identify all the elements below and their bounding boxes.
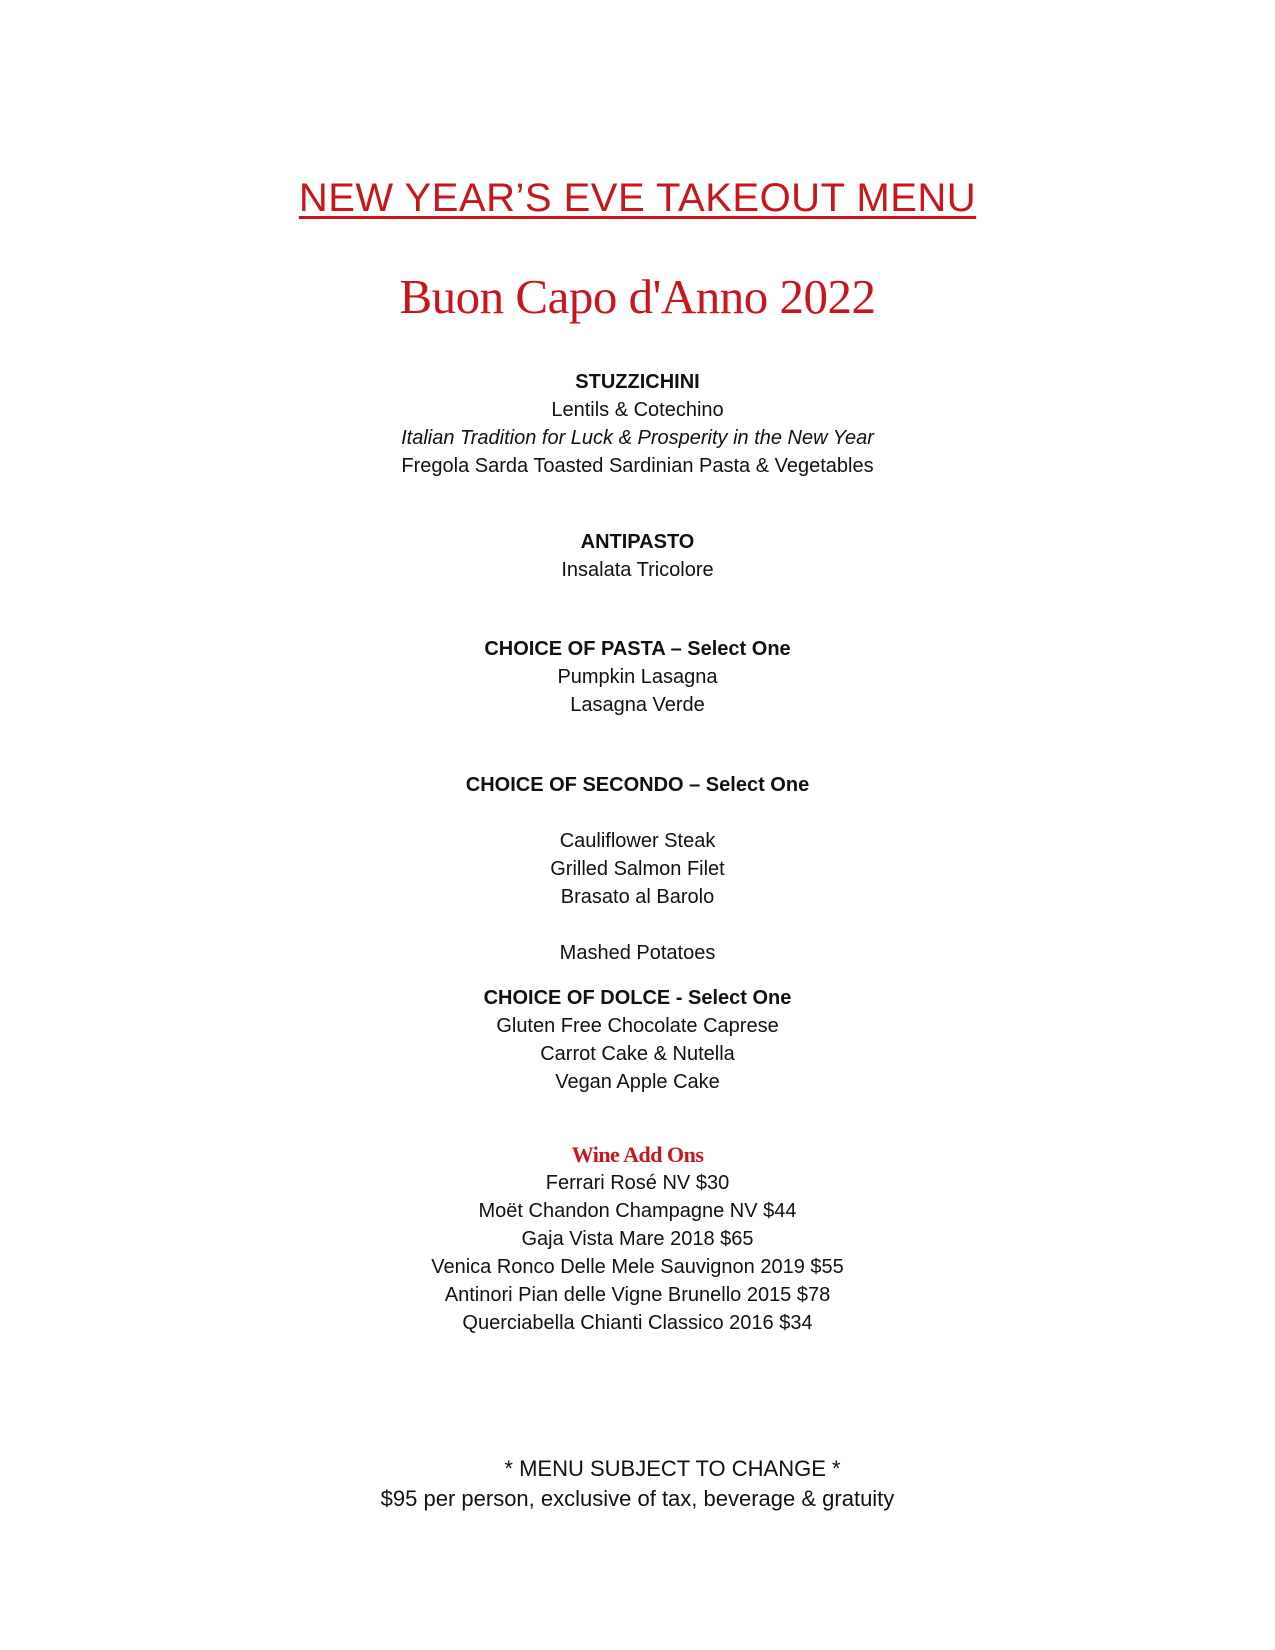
section-dolce	[0, 984, 1275, 1096]
wine-item: Gaja Vista Mare 2018 $65	[521, 1228, 754, 1250]
section-heading: STUZZICHINI	[575, 371, 700, 393]
menu-item: Gluten Free Chocolate Caprese	[496, 1015, 779, 1037]
section-wine	[0, 1141, 1275, 1337]
menu-item: Brasato al Barolo	[560, 886, 715, 908]
wine-item: Ferrari Rosé NV $30	[545, 1172, 730, 1194]
wine-item: Querciabella Chianti Classico 2016 $34	[462, 1312, 813, 1334]
menu-change-note: * MENU SUBJECT TO CHANGE *	[504, 1456, 841, 1481]
menu-item-side: Mashed Potatoes	[559, 942, 716, 964]
section-secondo	[0, 771, 1275, 967]
section-stuzzichini	[0, 368, 1275, 480]
section-antipasto	[0, 528, 1275, 584]
menu-item-note: Italian Tradition for Luck & Prosperity in the New Year	[401, 427, 874, 449]
price-note: $95 per person, exclusive of tax, beverage & gratuity	[380, 1486, 895, 1511]
menu-item: Carrot Cake & Nutella	[540, 1043, 735, 1065]
menu-item: Fregola Sarda Toasted Sardinian Pasta & Vegetables	[401, 455, 874, 477]
menu-item: Pumpkin Lasagna	[557, 666, 718, 688]
section-heading: CHOICE OF SECONDO – Select One	[465, 774, 810, 796]
wine-item: Moët Chandon Champagne NV $44	[478, 1200, 797, 1222]
section-heading: CHOICE OF PASTA – Select One	[484, 638, 791, 660]
menu-item: Lasagna Verde	[570, 694, 705, 716]
menu-item: Insalata Tricolore	[561, 559, 714, 581]
menu-item: Vegan Apple Cake	[555, 1071, 720, 1093]
menu-subtitle: Buon Capo d'Anno 2022	[399, 269, 876, 324]
menu-title: NEW YEAR’S EVE TAKEOUT MENU	[298, 176, 977, 220]
wine-item: Antinori Pian delle Vigne Brunello 2015 $78	[444, 1284, 831, 1306]
menu-item: Cauliflower Steak	[559, 830, 716, 852]
section-heading: ANTIPASTO	[580, 531, 695, 553]
section-pasta	[0, 635, 1275, 719]
menu-item: Grilled Salmon Filet	[550, 858, 725, 880]
wine-heading: Wine Add Ons	[571, 1142, 704, 1167]
section-heading: CHOICE OF DOLCE - Select One	[483, 987, 792, 1009]
menu-item: Lentils & Cotechino	[551, 399, 724, 421]
wine-item: Venica Ronco Delle Mele Sauvignon 2019 $55	[431, 1256, 844, 1278]
